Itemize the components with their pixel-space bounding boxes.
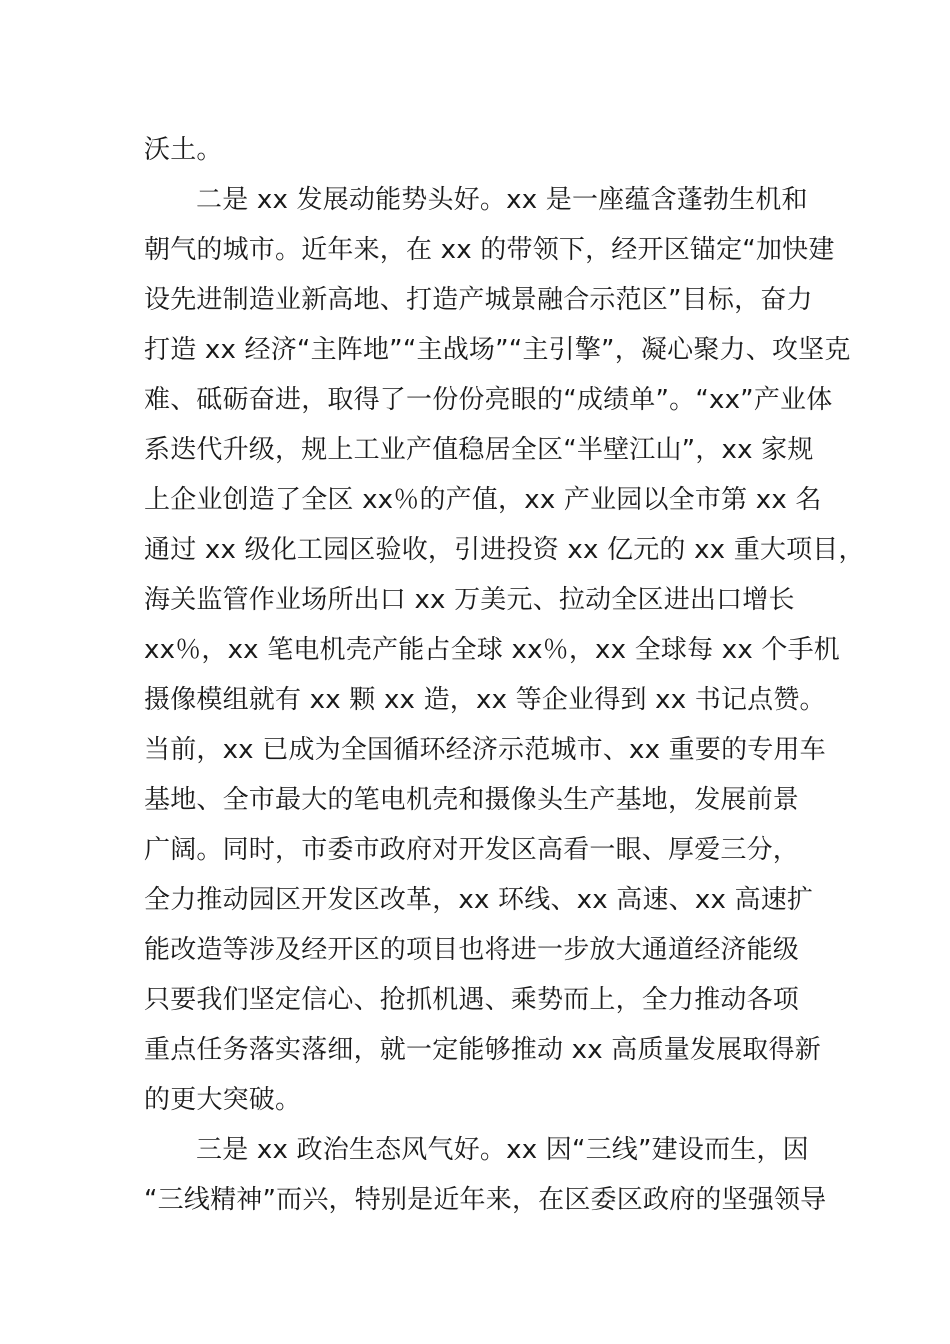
text-line: 设先进制造业新高地、打造产城景融合示范区”目标，奋力 <box>144 285 813 315</box>
text-line: 上企业创造了全区 xx％的产值，xx 产业园以全市第 xx 名 <box>144 485 822 515</box>
text-line: 的更大突破。 <box>144 1085 302 1115</box>
text-line: 能改造等涉及经开区的项目也将进一步放大通道经济能级 <box>144 935 800 965</box>
paragraph-start-line: 三是 xx 政治生态风气好。xx 因“三线”建设而生，因 <box>196 1135 809 1165</box>
text-line: 朝气的城市。近年来，在 xx 的带领下，经开区锚定“加快建 <box>144 235 835 265</box>
text-line: 全力推动园区开发区改革，xx 环线、xx 高速、xx 高速扩 <box>144 885 814 915</box>
text-line: 海关监管作业场所出口 xx 万美元、拉动全区进出口增长 <box>144 585 795 615</box>
text-line: 基地、全市最大的笔电机壳和摄像头生产基地，发展前景 <box>144 785 800 815</box>
text-line: 通过 xx 级化工园区验收，引进投资 xx 亿元的 xx 重大项目， <box>144 535 865 565</box>
text-line: 当前，xx 已成为全国循环经济示范城市、xx 重要的专用车 <box>144 735 826 765</box>
text-line: 重点任务落实落细，就一定能够推动 xx 高质量发展取得新 <box>144 1035 821 1065</box>
text-line: 广阔。同时，市委市政府对开发区高看一眼、厚爱三分， <box>144 835 800 865</box>
text-line: xx％，xx 笔电机壳产能占全球 xx％，xx 全球每 xx 个手机 <box>144 635 840 665</box>
text-line: 沃土。 <box>144 135 223 165</box>
text-line: 只要我们坚定信心、抢抓机遇、乘势而上，全力推动各项 <box>144 985 800 1015</box>
text-line: 难、砥砺奋进，取得了一份份亮眼的“成绩单”。“xx”产业体 <box>144 385 833 415</box>
paragraph-start-line: 二是 xx 发展动能势头好。xx 是一座蕴含蓬勃生机和 <box>196 185 808 215</box>
text-line: 打造 xx 经济“主阵地”“主战场”“主引擎”，凝心聚力、攻坚克 <box>144 335 851 365</box>
text-line: 系迭代升级，规上工业产值稳居全区“半壁江山”，xx 家规 <box>144 435 814 465</box>
text-line: 摄像模组就有 xx 颗 xx 造，xx 等企业得到 xx 书记点赞。 <box>144 685 826 715</box>
text-line: “三线精神”而兴，特别是近年来，在区委区政府的坚强领导 <box>144 1185 827 1215</box>
